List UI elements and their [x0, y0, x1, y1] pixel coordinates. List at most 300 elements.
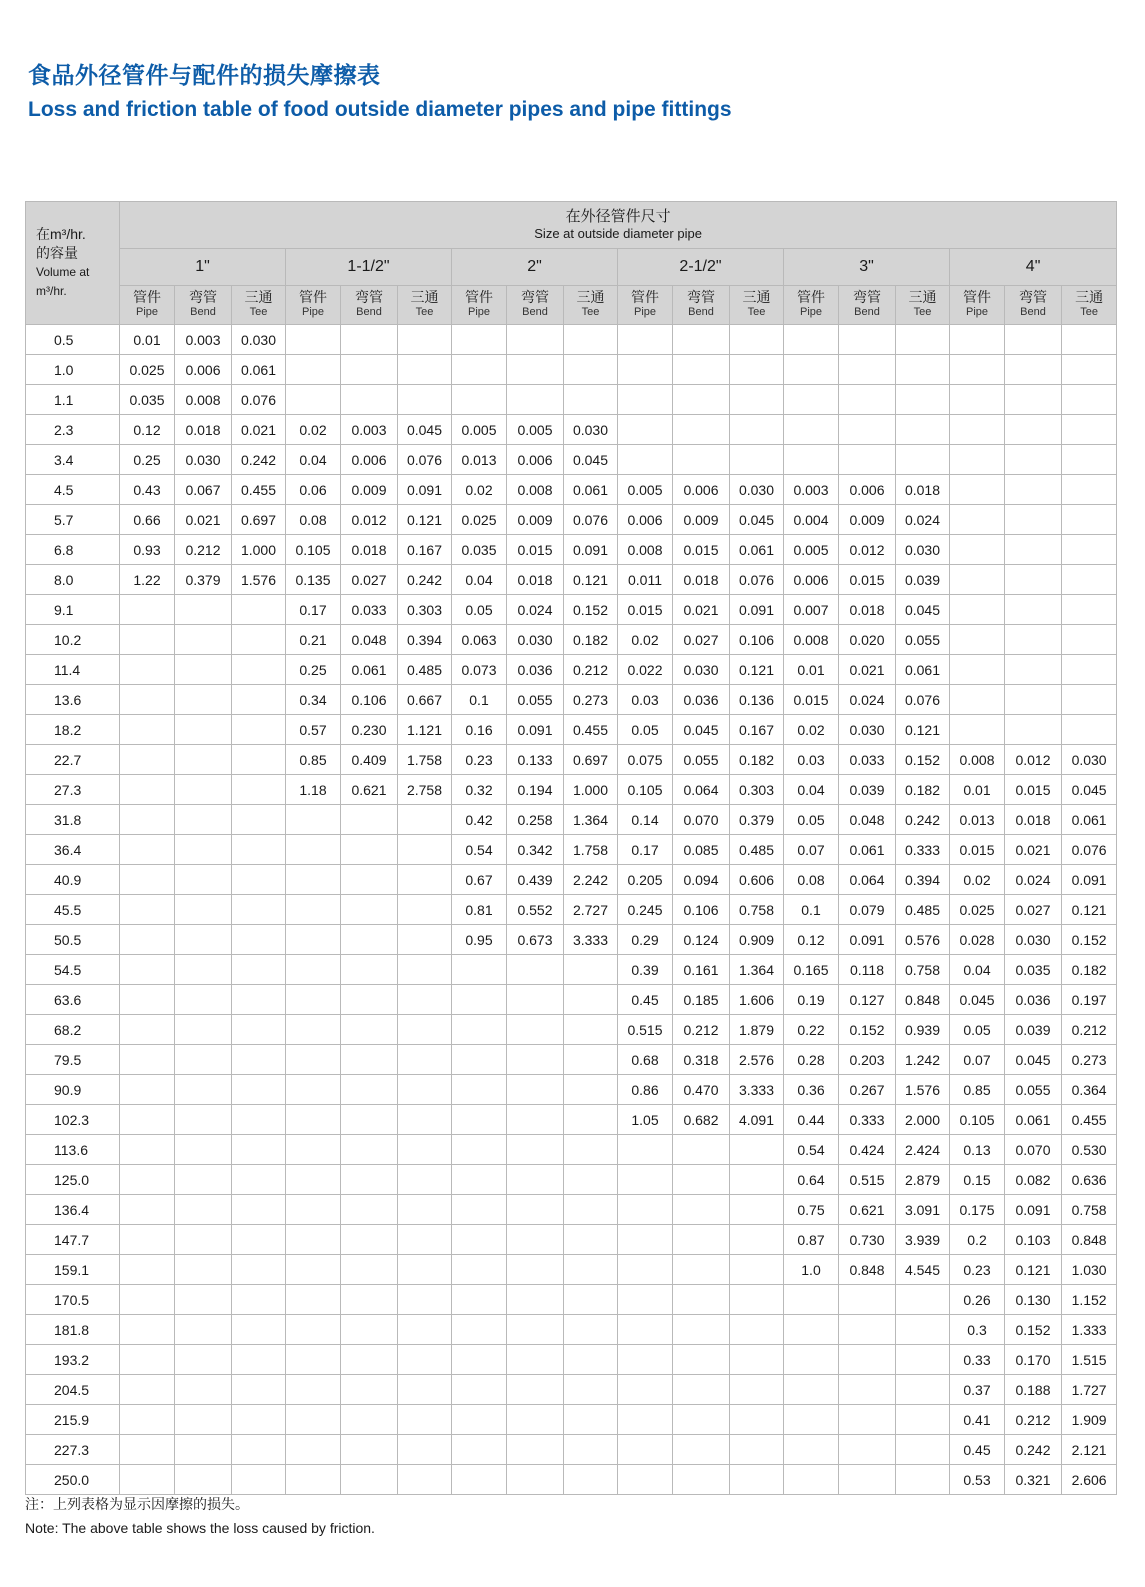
data-cell: [784, 1315, 839, 1345]
data-cell: [175, 715, 232, 745]
data-cell: 0.024: [507, 595, 564, 625]
data-cell: [507, 1195, 564, 1225]
data-cell: [175, 1075, 232, 1105]
data-cell: [341, 325, 398, 355]
data-cell: [564, 1225, 618, 1255]
data-cell: [839, 355, 896, 385]
volume-cell: 215.9: [26, 1405, 120, 1435]
size-header-1in: 1": [120, 249, 286, 286]
data-cell: 0.121: [398, 505, 452, 535]
data-cell: [341, 835, 398, 865]
subheader-en: Bend: [356, 306, 382, 318]
data-cell: 0.64: [784, 1165, 839, 1195]
data-cell: 3.333: [730, 1075, 784, 1105]
data-cell: 0.070: [673, 805, 730, 835]
table-row: [26, 1285, 1117, 1315]
data-cell: [286, 1285, 341, 1315]
data-cell: [120, 775, 175, 805]
volume-cell: 3.4: [26, 445, 120, 475]
data-cell: [950, 595, 1005, 625]
data-cell: 0.103: [1005, 1225, 1062, 1255]
volume-cell: 0.5: [26, 325, 120, 355]
volume-cell: 68.2: [26, 1015, 120, 1045]
data-cell: [507, 1225, 564, 1255]
volume-header-line1: 在m³/hr.: [36, 226, 86, 242]
data-cell: [232, 1465, 286, 1495]
data-cell: 0.106: [673, 895, 730, 925]
data-cell: 0.17: [286, 595, 341, 625]
data-cell: 0.055: [673, 745, 730, 775]
data-cell: 0.34: [286, 685, 341, 715]
data-cell: [1005, 415, 1062, 445]
data-cell: [232, 835, 286, 865]
data-cell: 2.242: [564, 865, 618, 895]
data-cell: [950, 535, 1005, 565]
data-cell: 1.18: [286, 775, 341, 805]
data-cell: 0.303: [398, 595, 452, 625]
table-row: [26, 1075, 1117, 1105]
volume-cell: 27.3: [26, 775, 120, 805]
data-cell: [618, 1285, 673, 1315]
data-cell: [507, 1075, 564, 1105]
data-cell: 0.061: [232, 355, 286, 385]
data-cell: [896, 1405, 950, 1435]
data-cell: [507, 325, 564, 355]
data-cell: 0.091: [730, 595, 784, 625]
data-cell: 0.061: [1062, 805, 1117, 835]
data-cell: 2.121: [1062, 1435, 1117, 1465]
data-cell: [120, 1375, 175, 1405]
data-cell: [120, 1285, 175, 1315]
data-cell: 0.009: [507, 505, 564, 535]
data-cell: 0.082: [1005, 1165, 1062, 1195]
subheader-2-5in-bend: [673, 286, 730, 325]
data-cell: [398, 865, 452, 895]
data-cell: 0.515: [839, 1165, 896, 1195]
volume-cell: 31.8: [26, 805, 120, 835]
data-cell: 0.75: [784, 1195, 839, 1225]
data-cell: [1005, 565, 1062, 595]
data-cell: 0.909: [730, 925, 784, 955]
data-cell: 0.036: [673, 685, 730, 715]
data-cell: 1.000: [564, 775, 618, 805]
data-cell: [398, 385, 452, 415]
volume-cell: 36.4: [26, 835, 120, 865]
data-cell: 0.124: [673, 925, 730, 955]
data-cell: 4.545: [896, 1255, 950, 1285]
volume-cell: 6.8: [26, 535, 120, 565]
data-cell: 0.212: [175, 535, 232, 565]
data-cell: 0.54: [452, 835, 507, 865]
data-cell: [730, 1345, 784, 1375]
data-cell: [120, 715, 175, 745]
data-cell: [896, 325, 950, 355]
data-cell: 0.318: [673, 1045, 730, 1075]
data-cell: 1.364: [564, 805, 618, 835]
data-cell: 0.697: [232, 505, 286, 535]
data-cell: [120, 1045, 175, 1075]
data-cell: 0.121: [730, 655, 784, 685]
data-cell: [175, 1315, 232, 1345]
data-cell: [784, 325, 839, 355]
data-cell: 0.21: [286, 625, 341, 655]
subheader-4in-tee: [1062, 286, 1117, 325]
data-cell: [120, 805, 175, 835]
data-cell: [286, 1465, 341, 1495]
data-cell: [730, 1285, 784, 1315]
data-cell: [673, 385, 730, 415]
data-cell: 2.000: [896, 1105, 950, 1135]
data-cell: [120, 1075, 175, 1105]
data-cell: [398, 1135, 452, 1165]
data-cell: [120, 1225, 175, 1255]
data-cell: 0.230: [341, 715, 398, 745]
data-cell: [175, 1345, 232, 1375]
data-cell: 0.152: [896, 745, 950, 775]
data-cell: [341, 1315, 398, 1345]
subheader-en: Pipe: [633, 306, 657, 318]
data-cell: [232, 1225, 286, 1255]
data-cell: 0.05: [950, 1015, 1005, 1045]
data-cell: [286, 835, 341, 865]
subheader-2-5in-pipe: [618, 286, 673, 325]
data-cell: 0.035: [452, 535, 507, 565]
data-cell: 0.018: [839, 595, 896, 625]
data-cell: [950, 475, 1005, 505]
data-cell: [175, 655, 232, 685]
data-cell: [120, 1165, 175, 1195]
data-cell: 0.030: [175, 445, 232, 475]
data-cell: 0.470: [673, 1075, 730, 1105]
table-row: [26, 1405, 1117, 1435]
data-cell: 0.485: [398, 655, 452, 685]
data-cell: [618, 1255, 673, 1285]
data-cell: [950, 715, 1005, 745]
volume-cell: 22.7: [26, 745, 120, 775]
data-cell: [673, 1225, 730, 1255]
data-cell: [730, 325, 784, 355]
subheader-3in-pipe: [784, 286, 839, 325]
volume-cell: 11.4: [26, 655, 120, 685]
data-cell: [286, 1315, 341, 1345]
data-cell: [564, 1045, 618, 1075]
volume-cell: 147.7: [26, 1225, 120, 1255]
data-cell: [452, 1255, 507, 1285]
data-cell: 0.085: [673, 835, 730, 865]
data-cell: [175, 1375, 232, 1405]
data-cell: 0.055: [896, 625, 950, 655]
data-cell: 0.66: [120, 505, 175, 535]
data-cell: 0.004: [784, 505, 839, 535]
data-cell: [618, 1195, 673, 1225]
data-cell: 0.485: [730, 835, 784, 865]
data-cell: [341, 1405, 398, 1435]
data-cell: 0.03: [784, 745, 839, 775]
data-cell: [507, 1015, 564, 1045]
data-cell: [564, 1285, 618, 1315]
data-cell: [896, 1285, 950, 1315]
table-row: [26, 715, 1117, 745]
data-cell: 1.727: [1062, 1375, 1117, 1405]
data-cell: [341, 865, 398, 895]
subheader-en: Bend: [854, 306, 880, 318]
data-cell: 0.003: [175, 325, 232, 355]
data-cell: [286, 1075, 341, 1105]
data-cell: [730, 1225, 784, 1255]
data-cell: [286, 955, 341, 985]
data-cell: [341, 1225, 398, 1255]
data-cell: [120, 685, 175, 715]
subheader-en: Bend: [688, 306, 714, 318]
data-cell: [618, 1375, 673, 1405]
data-cell: [507, 1045, 564, 1075]
data-cell: 0.006: [673, 475, 730, 505]
data-cell: 0.018: [896, 475, 950, 505]
data-cell: [896, 1375, 950, 1405]
data-cell: [120, 1405, 175, 1435]
data-cell: [452, 1465, 507, 1495]
volume-cell: 79.5: [26, 1045, 120, 1075]
data-cell: [896, 1465, 950, 1495]
data-cell: 0.035: [120, 385, 175, 415]
data-cell: 0.212: [673, 1015, 730, 1045]
data-cell: [232, 775, 286, 805]
data-cell: [286, 1165, 341, 1195]
data-cell: 0.04: [950, 955, 1005, 985]
data-cell: 1.364: [730, 955, 784, 985]
data-cell: 0.121: [1005, 1255, 1062, 1285]
data-cell: [452, 1045, 507, 1075]
subheader-en: Pipe: [135, 306, 159, 318]
subheader-en: Bend: [1020, 306, 1046, 318]
data-cell: [1062, 385, 1117, 415]
data-cell: 0.133: [507, 745, 564, 775]
data-cell: 0.045: [896, 595, 950, 625]
data-cell: 0.86: [618, 1075, 673, 1105]
data-cell: [618, 415, 673, 445]
volume-cell: 40.9: [26, 865, 120, 895]
table-row: [26, 835, 1117, 865]
data-cell: 0.43: [120, 475, 175, 505]
data-cell: [341, 1375, 398, 1405]
data-cell: [286, 1195, 341, 1225]
data-cell: [232, 1285, 286, 1315]
table-header: [26, 202, 1117, 325]
data-cell: [286, 1345, 341, 1375]
data-cell: [175, 595, 232, 625]
data-cell: 0.015: [784, 685, 839, 715]
data-cell: 0.006: [341, 445, 398, 475]
data-cell: 0.682: [673, 1105, 730, 1135]
subheader-cn: 管件: [797, 289, 825, 305]
subheader-en: Pipe: [799, 306, 823, 318]
data-cell: 0.42: [452, 805, 507, 835]
data-cell: 0.621: [341, 775, 398, 805]
data-cell: 0.091: [1005, 1195, 1062, 1225]
data-cell: 0.161: [673, 955, 730, 985]
size-group-header-cn: 在外径管件尺寸: [565, 208, 671, 225]
data-cell: 0.003: [784, 475, 839, 505]
data-cell: [730, 1135, 784, 1165]
table-row: [26, 385, 1117, 415]
data-cell: 0.048: [341, 625, 398, 655]
table-row: [26, 415, 1117, 445]
table-row: [26, 805, 1117, 835]
subheader-en: Pipe: [965, 306, 989, 318]
data-cell: 0.035: [1005, 955, 1062, 985]
data-cell: 0.32: [452, 775, 507, 805]
data-cell: 0.006: [618, 505, 673, 535]
data-cell: 0.175: [950, 1195, 1005, 1225]
data-cell: 0.182: [1062, 955, 1117, 985]
data-cell: 0.01: [950, 775, 1005, 805]
data-cell: 0.04: [452, 565, 507, 595]
data-cell: 0.045: [398, 415, 452, 445]
data-cell: [341, 1135, 398, 1165]
data-cell: [839, 1315, 896, 1345]
data-cell: 0.027: [1005, 895, 1062, 925]
table-row: [26, 505, 1117, 535]
subheader-cn: 弯管: [853, 289, 881, 305]
data-cell: 0.424: [839, 1135, 896, 1165]
data-cell: [398, 985, 452, 1015]
data-cell: 0.022: [618, 655, 673, 685]
data-cell: [398, 325, 452, 355]
data-cell: [175, 1165, 232, 1195]
subheader-2-5in-tee: [730, 286, 784, 325]
data-cell: [120, 1135, 175, 1165]
data-cell: [398, 1405, 452, 1435]
data-cell: 0.005: [784, 535, 839, 565]
data-cell: [564, 1165, 618, 1195]
data-cell: 0.039: [896, 565, 950, 595]
data-cell: [120, 655, 175, 685]
subheader-cn: 弯管: [687, 289, 715, 305]
data-cell: 0.242: [896, 805, 950, 835]
data-cell: 0.020: [839, 625, 896, 655]
data-cell: [452, 1135, 507, 1165]
data-cell: 0.02: [286, 415, 341, 445]
volume-cell: 113.6: [26, 1135, 120, 1165]
data-cell: 1.121: [398, 715, 452, 745]
data-cell: [175, 1225, 232, 1255]
data-cell: [618, 1165, 673, 1195]
data-cell: [673, 1195, 730, 1225]
data-cell: 0.68: [618, 1045, 673, 1075]
data-cell: 0.021: [673, 595, 730, 625]
data-cell: [618, 1435, 673, 1465]
data-cell: 0.025: [452, 505, 507, 535]
data-cell: 0.048: [839, 805, 896, 835]
data-cell: [673, 1465, 730, 1495]
data-cell: 0.005: [452, 415, 507, 445]
data-cell: [175, 1045, 232, 1075]
data-cell: 0.055: [1005, 1075, 1062, 1105]
data-cell: 0.44: [784, 1105, 839, 1135]
data-cell: 0.333: [839, 1105, 896, 1135]
data-cell: 0.024: [839, 685, 896, 715]
data-cell: [1005, 445, 1062, 475]
subheader-cn: 弯管: [1019, 289, 1047, 305]
data-cell: 0.28: [784, 1045, 839, 1075]
subheader-2in-bend: [507, 286, 564, 325]
data-cell: [452, 1285, 507, 1315]
data-cell: 0.85: [950, 1075, 1005, 1105]
subheader-cn: 三通: [410, 289, 439, 305]
size-row: [26, 249, 1117, 286]
data-cell: 0.185: [673, 985, 730, 1015]
volume-cell: 18.2: [26, 715, 120, 745]
data-cell: [618, 1465, 673, 1495]
table-row: [26, 865, 1117, 895]
data-cell: [232, 1135, 286, 1165]
data-cell: 0.267: [839, 1075, 896, 1105]
data-cell: [730, 415, 784, 445]
data-cell: [730, 445, 784, 475]
volume-cell: 50.5: [26, 925, 120, 955]
title-chinese: 食品外径管件与配件的损失摩擦表: [28, 62, 381, 88]
data-cell: 0.076: [896, 685, 950, 715]
data-cell: 2.606: [1062, 1465, 1117, 1495]
data-cell: [507, 1405, 564, 1435]
data-cell: [507, 1255, 564, 1285]
data-cell: 0.030: [1005, 925, 1062, 955]
data-cell: 2.727: [564, 895, 618, 925]
data-cell: [232, 955, 286, 985]
data-cell: [507, 385, 564, 415]
subheader-cn: 管件: [465, 289, 493, 305]
data-cell: [120, 1015, 175, 1045]
subheader-en: Tee: [415, 306, 434, 318]
data-cell: [175, 745, 232, 775]
data-cell: [232, 1435, 286, 1465]
data-cell: 0.08: [286, 505, 341, 535]
data-cell: [618, 1135, 673, 1165]
data-cell: [1062, 325, 1117, 355]
table-row: [26, 1105, 1117, 1135]
data-cell: [398, 895, 452, 925]
data-cell: 1.333: [1062, 1315, 1117, 1345]
data-cell: 0.29: [618, 925, 673, 955]
data-cell: 0.342: [507, 835, 564, 865]
table-row: [26, 985, 1117, 1015]
data-cell: [1005, 385, 1062, 415]
data-cell: 0.012: [839, 535, 896, 565]
subheader-cn: 管件: [963, 289, 991, 305]
data-cell: [1005, 505, 1062, 535]
subheader-4in-pipe: [950, 286, 1005, 325]
data-cell: [1062, 715, 1117, 745]
data-cell: 0.045: [950, 985, 1005, 1015]
data-cell: [232, 1195, 286, 1225]
volume-cell: 125.0: [26, 1165, 120, 1195]
data-cell: 0.106: [341, 685, 398, 715]
table-row: [26, 1135, 1117, 1165]
data-cell: 0.25: [286, 655, 341, 685]
data-cell: [175, 1135, 232, 1165]
data-cell: 0.015: [618, 595, 673, 625]
data-cell: [673, 1375, 730, 1405]
data-cell: 0.758: [896, 955, 950, 985]
data-cell: 0.23: [452, 745, 507, 775]
data-cell: 0.394: [896, 865, 950, 895]
data-cell: [507, 1315, 564, 1345]
data-cell: [341, 1195, 398, 1225]
notes-block: [25, 1492, 1025, 1540]
data-cell: [1062, 355, 1117, 385]
data-cell: 0.2: [950, 1225, 1005, 1255]
data-cell: 0.073: [452, 655, 507, 685]
